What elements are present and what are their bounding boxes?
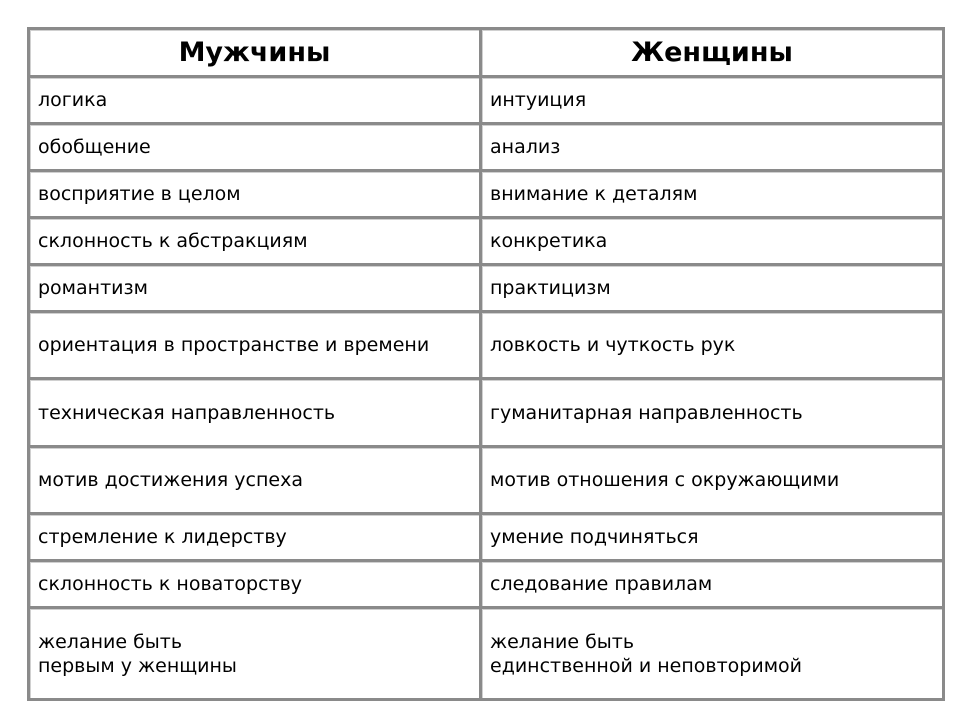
cell-men: стремление к лидерству (30, 515, 482, 562)
table-row (30, 515, 945, 562)
cell-men: логика (30, 78, 482, 125)
table-row (30, 125, 945, 172)
cell-men: обобщение (30, 125, 482, 172)
table-row (30, 609, 945, 701)
cell-women: гуманитарная направленность (482, 380, 945, 447)
table-row (30, 313, 945, 380)
cell-women: умение подчиняться (482, 515, 945, 562)
cell-women: практицизм (482, 266, 945, 313)
table-row (30, 562, 945, 609)
table-row (30, 380, 945, 447)
cell-women: конкретика (482, 219, 945, 266)
cell-women: анализ (482, 125, 945, 172)
comparison-table (27, 27, 945, 701)
cell-men: мотив достижения успеха (30, 448, 482, 515)
cell-women: внимание к деталям (482, 172, 945, 219)
cell-men: желание быть первым у женщины (30, 609, 482, 701)
cell-men: романтизм (30, 266, 482, 313)
cell-women: желание быть единственной и неповторимой (482, 609, 945, 701)
table-row (30, 266, 945, 313)
cell-men: восприятие в целом (30, 172, 482, 219)
header-women: Женщины (482, 30, 945, 78)
cell-men: склонность к абстракциям (30, 219, 482, 266)
cell-men: склонность к новаторству (30, 562, 482, 609)
cell-men: ориентация в пространстве и времени (30, 313, 482, 380)
table-row (30, 172, 945, 219)
cell-women: мотив отношения с окружающими (482, 448, 945, 515)
cell-men: техническая направленность (30, 380, 482, 447)
header-men: Мужчины (30, 30, 482, 78)
header-row (30, 30, 945, 78)
cell-women: ловкость и чуткость рук (482, 313, 945, 380)
cell-women: интуиция (482, 78, 945, 125)
table-row (30, 78, 945, 125)
table-row (30, 219, 945, 266)
cell-women: следование правилам (482, 562, 945, 609)
table-row (30, 448, 945, 515)
